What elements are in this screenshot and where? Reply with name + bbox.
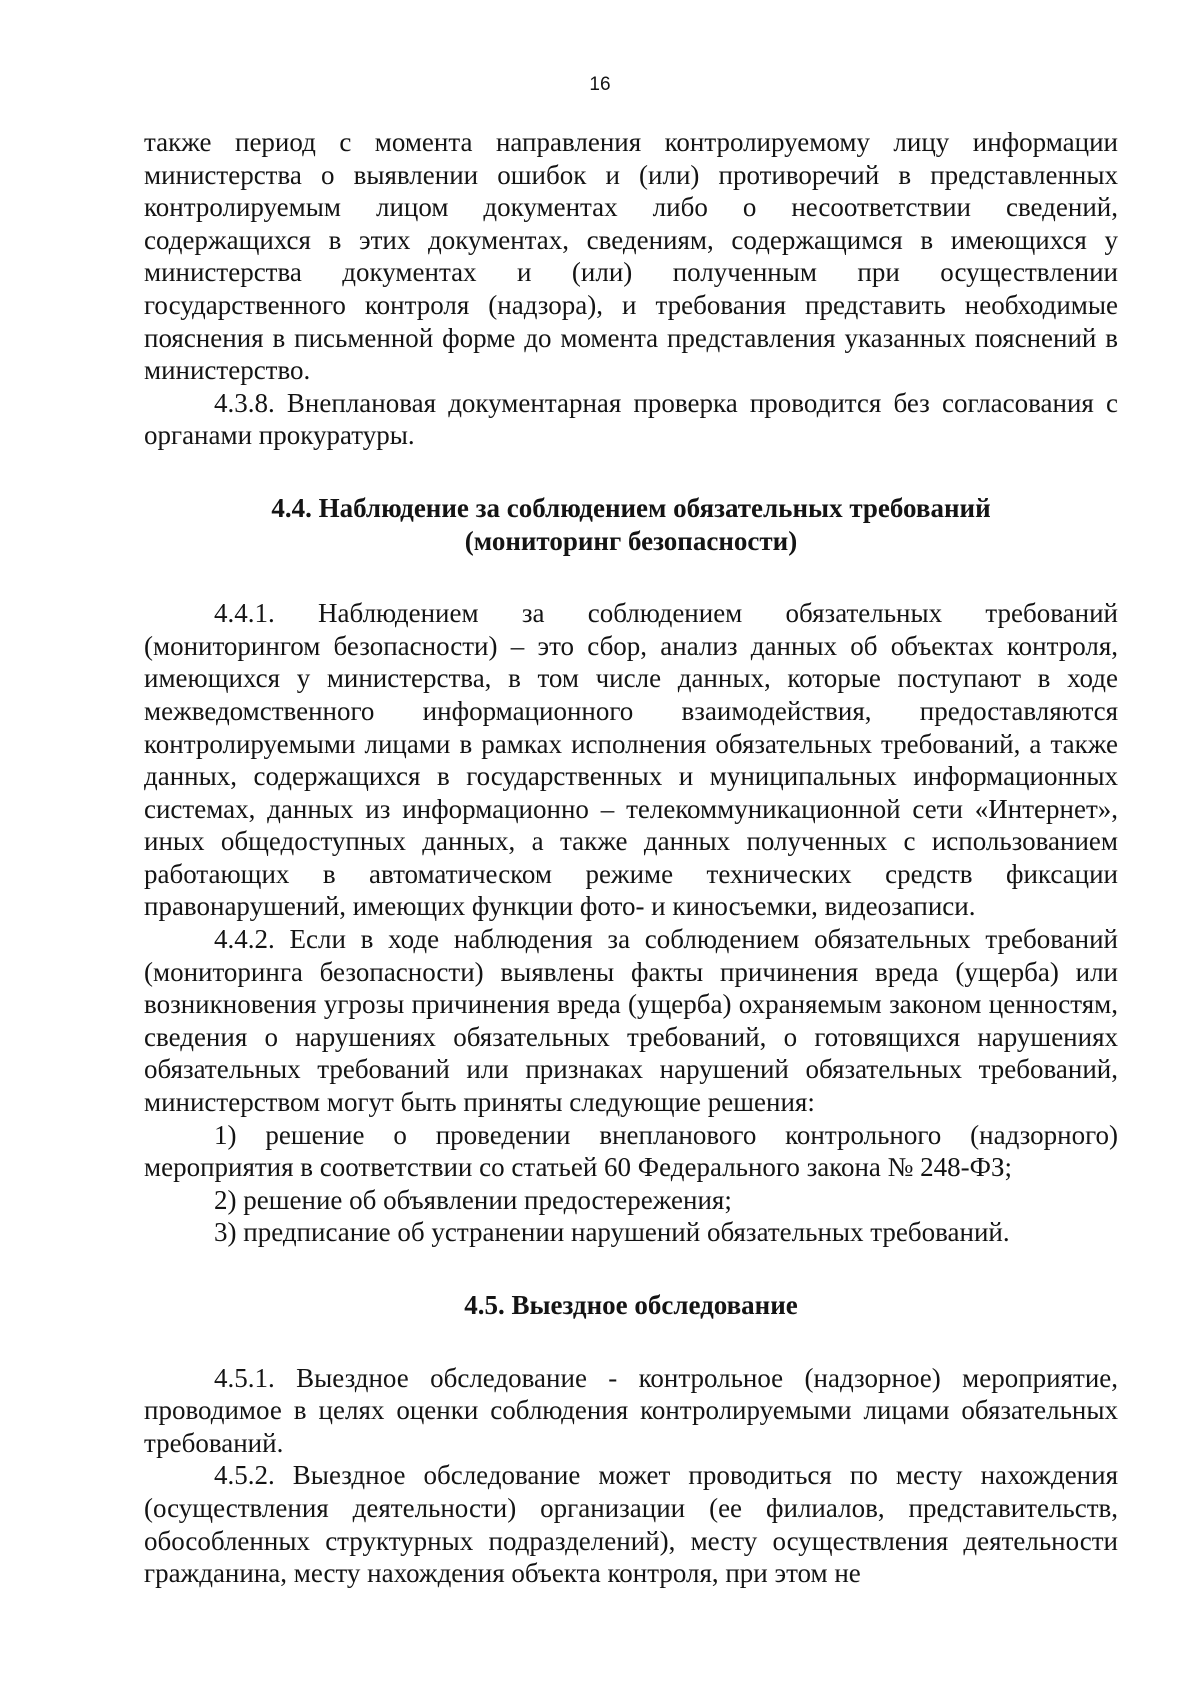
paragraph-4-5-2: 4.5.2. Выездное обследование может проводиться по месту нахождения (осуществления деятельности) организации (ее филиалов, представительств, обособленных структурных подразделений), месту осуществления деятельности гражданина, месту нахождения объекта контроля, при этом не bbox=[144, 1460, 1118, 1589]
section-heading-4-4-line2: (мониторинг безопасности) bbox=[464, 525, 798, 556]
section-heading-4-5: 4.5. Выездное обследование bbox=[464, 1290, 798, 1320]
list-item-decision-3: 3) предписание об устранении нарушений обязательных требований. bbox=[214, 1217, 1010, 1248]
section-heading-4-4 bbox=[144, 492, 1118, 557]
page-number: 16 bbox=[589, 74, 611, 95]
section-heading-4-4-line1: 4.4. Наблюдение за соблюдением обязательных требований bbox=[271, 492, 991, 523]
paragraph-4-4-1: 4.4.1. Наблюдением за соблюдением обязательных требований (мониторингом безопасности) – это сбор, анализ данных об объектах контроля, имеющихся у министерства, в том числе данных, которые поступают в ходе межведомственного информационного взаимодействия, предоставляются контролируемыми лицами в рамках исполнения обязательных требований, а также данных, содержащихся в государственных и муниципальных информационных системах, данных из информационно – телекоммуникационной сети «Интернет», иных общедоступных данных, а также данных полученных с использованием работающих в автоматическом режиме технических средств фиксации правонарушений, имеющих функции фото- и киносъемки, видеозаписи. bbox=[144, 598, 1118, 922]
paragraph-4-3-8: 4.3.8. Внеплановая документарная проверка проводится без согласования с органами прокуратуры. bbox=[144, 387, 1118, 451]
document-body bbox=[144, 126, 1118, 1590]
list-item-decision-2: 2) решение об объявлении предостережения; bbox=[214, 1184, 732, 1215]
paragraph-4-5-1: 4.5.1. Выездное обследование - контрольное (надзорное) мероприятие, проводимое в целях оценки соблюдения контролируемыми лицами обязательных требований. bbox=[144, 1362, 1118, 1458]
paragraph-continuation: также период с момента направления контролируемому лицу информации министерства о выявлении ошибок и (или) противоречий в представленных контролируемым лицом документах либо о несоответствии сведений, содержащихся в этих документах, сведениям, содержащимся в имеющихся у министерства документах и (или) полученным при осуществлении государственного контроля (надзора), и требования представить необходимые пояснения в письменной форме до момента представления указанных пояснений в министерство. bbox=[144, 127, 1118, 386]
paragraph-4-4-2: 4.4.2. Если в ходе наблюдения за соблюдением обязательных требований (мониторинга безопасности) выявлены факты причинения вреда (ущерба) или возникновения угрозы причинения вреда (ущерба) охраняемым законом ценностям, сведения о нарушениях обязательных требований, о готовящихся нарушениях обязательных требований или признаках нарушений обязательных требований, министерством могут быть приняты следующие решения: bbox=[144, 924, 1118, 1118]
list-item-decision-1: 1) решение о проведении внепланового контрольного (надзорного) мероприятия в соответствии со статьей 60 Федерального закона № 248-ФЗ; bbox=[144, 1119, 1118, 1183]
